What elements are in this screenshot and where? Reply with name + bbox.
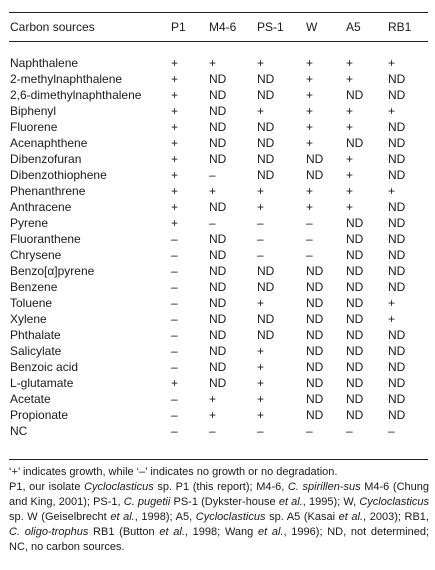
table-footnote: [9, 465, 429, 555]
table-row: [9, 135, 429, 151]
footnote-text: , 1996); ND, not determined; NC, no carbon sources.: [9, 526, 429, 553]
cell-ps-1: ND: [257, 72, 275, 86]
carbon-source-name: Phthalate: [10, 328, 61, 342]
cell-a5: ND: [346, 328, 364, 342]
footnote-text: sp. P1 (this report); M4-6,: [153, 481, 288, 493]
footnote-text: , 1995); W,: [302, 496, 360, 508]
cell-rb1: ND: [388, 232, 406, 246]
carbon-source-name: Xylene: [10, 312, 47, 326]
footnote-text: M4-6 (Chung and King, 2001); PS-1,: [9, 481, 429, 508]
table-row: [9, 167, 429, 183]
cell-m4-6: ND: [209, 264, 227, 278]
carbon-source-name: Biphenyl: [10, 104, 57, 118]
cell-w: ND: [306, 296, 324, 310]
cell-p1: +: [171, 200, 179, 214]
cell-rb1: ND: [388, 136, 406, 150]
cell-p1: +: [171, 56, 179, 70]
cell-a5: ND: [346, 280, 364, 294]
cell-p1: +: [171, 72, 179, 86]
carbon-source-name: 2-methylnaphthalene: [10, 72, 123, 86]
cell-a5: ND: [346, 216, 364, 230]
cell-ps-1: +: [257, 408, 265, 422]
cell-ps-1: +: [257, 360, 265, 374]
column-header-carbon-sources: Carbon sources: [10, 19, 95, 34]
carbon-source-name: Benzoic acid: [10, 360, 79, 374]
table-spacer: [9, 39, 429, 55]
table-row: [9, 231, 429, 247]
cell-m4-6: ND: [209, 312, 227, 326]
table-row: [9, 327, 429, 343]
column-header-a5: A5: [346, 19, 361, 34]
footnote-abbreviations: [9, 480, 429, 555]
cell-a5: +: [346, 168, 354, 182]
footnote-italic: C. pugetii: [123, 496, 171, 508]
cell-ps-1: –: [257, 424, 264, 438]
carbon-source-name: Propionate: [10, 408, 69, 422]
cell-w: +: [306, 136, 314, 150]
cell-w: ND: [306, 280, 324, 294]
table-row: [9, 71, 429, 87]
cell-a5: +: [346, 72, 354, 86]
cell-m4-6: ND: [209, 104, 227, 118]
cell-rb1: ND: [388, 120, 406, 134]
cell-m4-6: ND: [209, 200, 227, 214]
cell-p1: +: [171, 88, 179, 102]
column-header-p1: P1: [171, 19, 186, 34]
cell-rb1: ND: [388, 408, 406, 422]
carbon-source-name: L-glutamate: [10, 376, 74, 390]
cell-rb1: +: [388, 184, 396, 198]
cell-a5: ND: [346, 344, 364, 358]
cell-ps-1: +: [257, 392, 265, 406]
cell-a5: –: [346, 424, 353, 438]
cell-m4-6: ND: [209, 328, 227, 342]
table-row: [9, 279, 429, 295]
table-row: [9, 247, 429, 263]
cell-ps-1: ND: [257, 136, 275, 150]
cell-m4-6: ND: [209, 136, 227, 150]
footnote-text: , 1998); A5,: [134, 511, 196, 523]
footnote-text: , 2003); RB1,: [363, 511, 429, 523]
column-header-rb1: RB1: [388, 19, 412, 34]
cell-ps-1: –: [257, 216, 264, 230]
cell-a5: ND: [346, 296, 364, 310]
column-header-w: W: [306, 19, 318, 34]
cell-w: +: [306, 72, 314, 86]
footnote-italic: et al.: [110, 511, 135, 523]
cell-a5: +: [346, 184, 354, 198]
cell-w: +: [306, 104, 314, 118]
footnote-italic: Cycloclasticus: [195, 511, 266, 523]
cell-m4-6: +: [209, 408, 217, 422]
cell-m4-6: –: [209, 168, 216, 182]
cell-p1: +: [171, 376, 179, 390]
cell-w: ND: [306, 264, 324, 278]
footnote-italic: C. spirillen-sus: [287, 481, 361, 493]
table-row: [9, 263, 429, 279]
cell-rb1: ND: [388, 360, 406, 374]
cell-w: +: [306, 184, 314, 198]
table-row: [9, 103, 429, 119]
cell-rb1: ND: [388, 280, 406, 294]
table-row: [9, 407, 429, 423]
cell-rb1: ND: [388, 376, 406, 390]
cell-a5: +: [346, 120, 354, 134]
cell-rb1: +: [388, 312, 396, 326]
cell-rb1: +: [388, 56, 396, 70]
cell-p1: –: [171, 408, 178, 422]
footnote-italic: Cycloclasticus: [84, 481, 154, 493]
carbon-source-name: 2,6-dimethylnaphthalene: [10, 88, 142, 102]
table-row: [9, 391, 429, 407]
carbon-source-name: Benzene: [10, 280, 58, 294]
carbon-source-name: Benzo[α]pyrene: [10, 264, 95, 278]
cell-rb1: –: [388, 424, 395, 438]
cell-m4-6: –: [209, 424, 216, 438]
cell-rb1: ND: [388, 88, 406, 102]
carbon-source-name: Acenaphthene: [10, 136, 88, 150]
cell-ps-1: ND: [257, 280, 275, 294]
cell-w: ND: [306, 344, 324, 358]
carbon-source-name: Acetate: [10, 392, 51, 406]
carbon-source-name: Phenanthrene: [10, 184, 86, 198]
table-row: [9, 423, 429, 439]
cell-ps-1: ND: [257, 120, 275, 134]
cell-rb1: ND: [388, 168, 406, 182]
table-row: [9, 295, 429, 311]
cell-w: ND: [306, 376, 324, 390]
cell-ps-1: ND: [257, 88, 275, 102]
table-row: [9, 55, 429, 71]
cell-m4-6: ND: [209, 72, 227, 86]
cell-m4-6: ND: [209, 88, 227, 102]
cell-a5: ND: [346, 264, 364, 278]
cell-w: ND: [306, 360, 324, 374]
cell-m4-6: ND: [209, 344, 227, 358]
table-row: [9, 87, 429, 103]
table-row: [9, 199, 429, 215]
cell-p1: –: [171, 392, 178, 406]
table-row: [9, 215, 429, 231]
cell-ps-1: ND: [257, 152, 275, 166]
footnote-text: RB1 (Button: [88, 526, 160, 538]
cell-m4-6: ND: [209, 376, 227, 390]
cell-p1: +: [171, 104, 179, 118]
table-row: [9, 119, 429, 135]
footnote-legend: ‘+’ indicates growth, while ‘–’ indicates no growth or no degradation.: [9, 466, 338, 478]
cell-p1: +: [171, 136, 179, 150]
cell-rb1: ND: [388, 200, 406, 214]
cell-a5: +: [346, 104, 354, 118]
cell-rb1: ND: [388, 152, 406, 166]
carbon-source-name: Pyrene: [10, 216, 49, 230]
footnote-text: sp. A5 (Kasai: [265, 511, 339, 523]
column-header-ps-1: PS-1: [257, 19, 284, 34]
cell-w: ND: [306, 408, 324, 422]
cell-rb1: ND: [388, 216, 406, 230]
cell-p1: –: [171, 264, 178, 278]
carbon-source-name: Chrysene: [10, 248, 62, 262]
cell-w: ND: [306, 168, 324, 182]
carbon-source-name: Salicylate: [10, 344, 62, 358]
carbon-source-name: Fluoranthene: [10, 232, 81, 246]
cell-m4-6: ND: [209, 280, 227, 294]
carbon-source-name: Naphthalene: [10, 56, 79, 70]
table-body: [9, 39, 429, 439]
cell-m4-6: ND: [209, 232, 227, 246]
carbon-source-name: Dibenzothiophene: [10, 168, 107, 182]
table-top-rule: [9, 12, 428, 13]
cell-p1: –: [171, 424, 178, 438]
cell-rb1: ND: [388, 264, 406, 278]
footnote-italic: Cycloclasticus: [359, 496, 430, 508]
cell-a5: ND: [346, 392, 364, 406]
carbon-source-name: NC: [10, 424, 28, 438]
cell-p1: –: [171, 328, 178, 342]
cell-p1: –: [171, 360, 178, 374]
cell-a5: ND: [346, 248, 364, 262]
cell-w: +: [306, 120, 314, 134]
cell-m4-6: ND: [209, 296, 227, 310]
carbon-source-name: Dibenzofuran: [10, 152, 82, 166]
cell-a5: +: [346, 56, 354, 70]
cell-p1: +: [171, 168, 179, 182]
cell-m4-6: ND: [209, 248, 227, 262]
cell-ps-1: ND: [257, 264, 275, 278]
footnote-text: P1, our isolate: [9, 481, 85, 493]
cell-p1: +: [171, 120, 179, 134]
table-row: [9, 183, 429, 199]
cell-p1: +: [171, 184, 179, 198]
cell-a5: ND: [346, 376, 364, 390]
cell-p1: –: [171, 296, 178, 310]
cell-ps-1: +: [257, 104, 265, 118]
cell-a5: ND: [346, 136, 364, 150]
cell-p1: +: [171, 216, 179, 230]
cell-ps-1: +: [257, 376, 265, 390]
cell-p1: –: [171, 248, 178, 262]
cell-p1: –: [171, 344, 178, 358]
cell-w: +: [306, 88, 314, 102]
cell-p1: –: [171, 280, 178, 294]
cell-rb1: ND: [388, 344, 406, 358]
table-header-row: [9, 14, 429, 39]
cell-a5: ND: [346, 232, 364, 246]
table-row: [9, 359, 429, 375]
cell-ps-1: ND: [257, 328, 275, 342]
footnote-italic: et al.: [258, 526, 284, 538]
cell-rb1: ND: [388, 328, 406, 342]
cell-ps-1: +: [257, 344, 265, 358]
cell-w: ND: [306, 328, 324, 342]
cell-a5: ND: [346, 408, 364, 422]
footnote-italic: et al.: [278, 496, 303, 508]
footnote-italic: C. oligo-trophus: [9, 526, 89, 538]
cell-ps-1: ND: [257, 312, 275, 326]
cell-w: +: [306, 56, 314, 70]
table-row: [9, 375, 429, 391]
column-header-m4-6: M4-6: [209, 19, 237, 34]
carbon-source-name: Toluene: [10, 296, 53, 310]
cell-a5: ND: [346, 88, 364, 102]
table-row: [9, 311, 429, 327]
cell-a5: ND: [346, 312, 364, 326]
cell-ps-1: +: [257, 200, 265, 214]
cell-ps-1: ND: [257, 168, 275, 182]
footnote-text: sp. W (Geiselbrecht: [9, 511, 111, 523]
table-row: [9, 151, 429, 167]
cell-w: ND: [306, 392, 324, 406]
cell-a5: +: [346, 200, 354, 214]
cell-rb1: +: [388, 104, 396, 118]
cell-p1: –: [171, 312, 178, 326]
cell-w: +: [306, 200, 314, 214]
cell-m4-6: +: [209, 56, 217, 70]
carbon-source-name: Fluorene: [10, 120, 58, 134]
footnote-italic: et al.: [338, 511, 364, 523]
cell-m4-6: ND: [209, 360, 227, 374]
cell-rb1: +: [388, 296, 396, 310]
table-row: [9, 343, 429, 359]
cell-ps-1: +: [257, 296, 265, 310]
cell-m4-6: +: [209, 392, 217, 406]
cell-a5: ND: [346, 360, 364, 374]
footnote-italic: et al.: [159, 526, 185, 538]
cell-a5: +: [346, 152, 354, 166]
cell-rb1: ND: [388, 392, 406, 406]
cell-w: –: [306, 216, 313, 230]
cell-rb1: ND: [388, 248, 406, 262]
footnote-text: , 1998; Wang: [184, 526, 258, 538]
cell-w: –: [306, 232, 313, 246]
cell-ps-1: +: [257, 56, 265, 70]
cell-m4-6: ND: [209, 152, 227, 166]
cell-p1: +: [171, 152, 179, 166]
carbon-source-name: Anthracene: [10, 200, 72, 214]
cell-m4-6: +: [209, 184, 217, 198]
carbon-source-table: [9, 14, 429, 439]
cell-ps-1: –: [257, 248, 264, 262]
cell-w: –: [306, 424, 313, 438]
cell-m4-6: –: [209, 216, 216, 230]
footnote-text: PS-1 (Dykster-house: [170, 496, 279, 508]
cell-rb1: ND: [388, 72, 406, 86]
cell-m4-6: ND: [209, 120, 227, 134]
cell-w: –: [306, 248, 313, 262]
table-bottom-rule: [9, 459, 428, 460]
cell-ps-1: –: [257, 232, 264, 246]
cell-ps-1: +: [257, 184, 265, 198]
cell-w: ND: [306, 312, 324, 326]
cell-w: ND: [306, 152, 324, 166]
cell-p1: –: [171, 232, 178, 246]
